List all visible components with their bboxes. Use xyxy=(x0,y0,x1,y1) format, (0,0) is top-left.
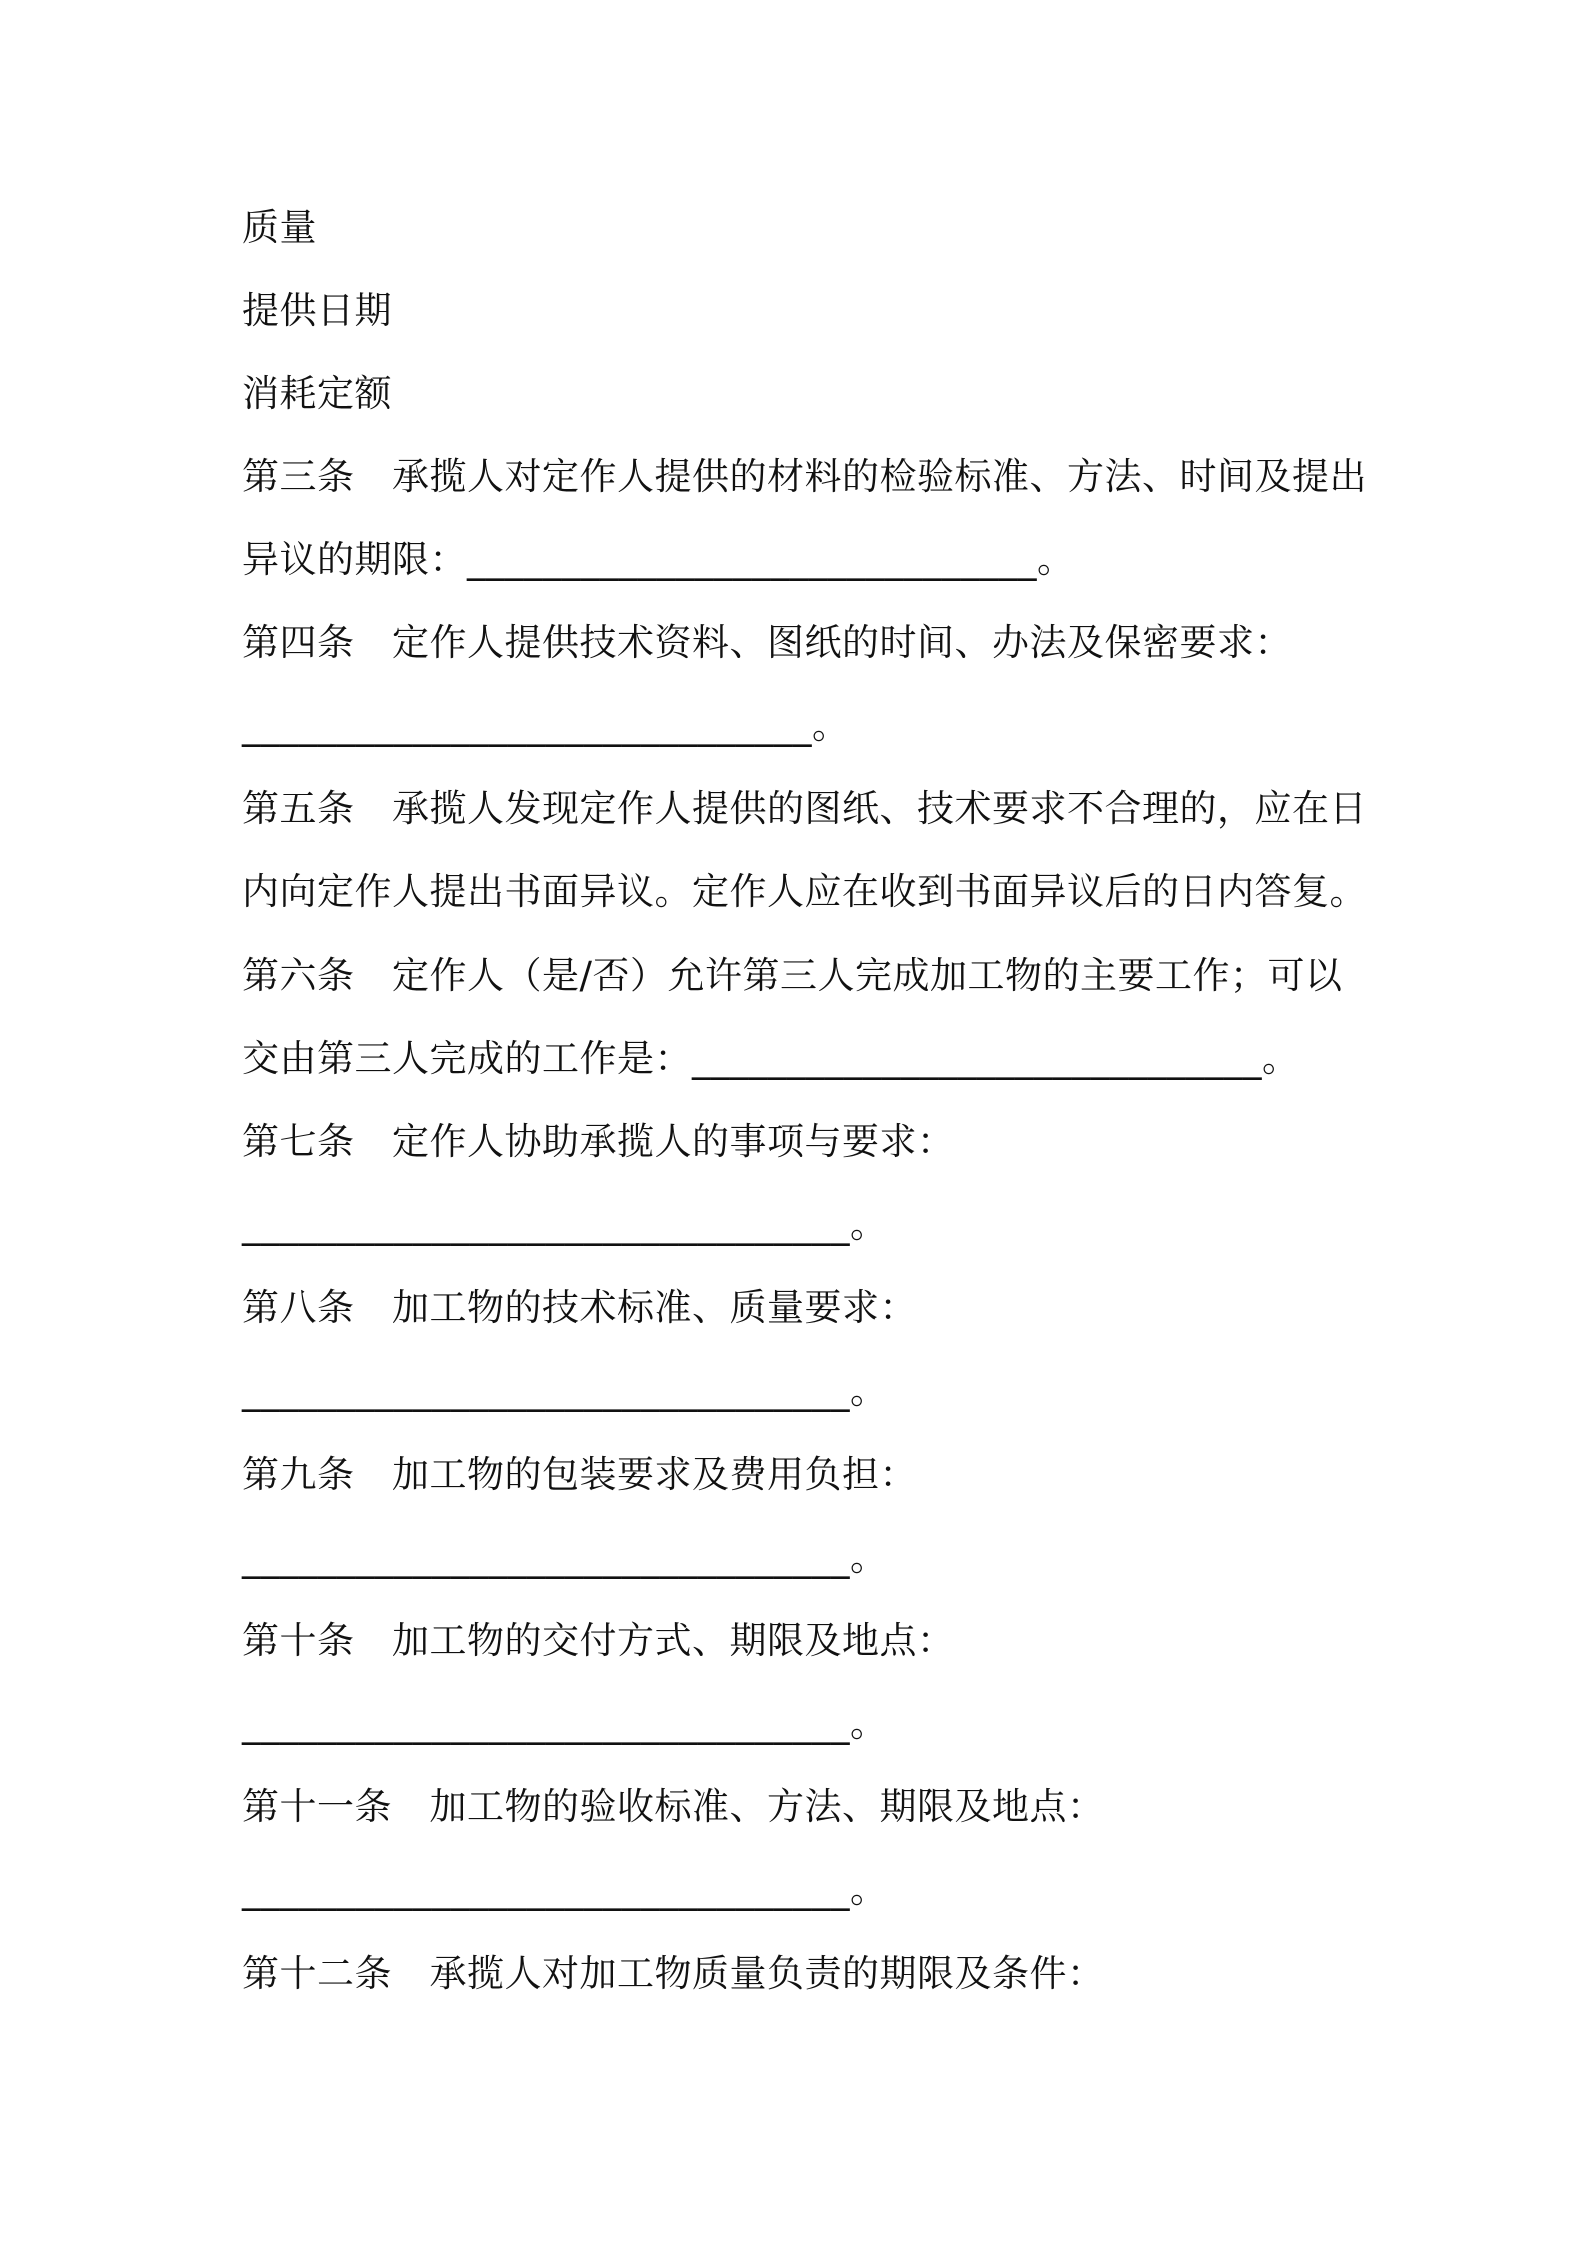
article-8-line-1: 第八条 加工物的技术标准、质量要求： xyxy=(242,1286,917,1329)
article-6-line-2: 交由第三人完成的工作是：______________________________。 xyxy=(242,1037,1300,1080)
article-9-blank-line: ________________________________。 xyxy=(242,1536,888,1579)
article-3-line-2: 异议的期限：______________________________。 xyxy=(242,538,1075,581)
text-line-quality: 质量 xyxy=(242,206,317,249)
article-5-line-2: 内向定作人提出书面异议。定作人应在收到书面异议后的日内答复。 xyxy=(242,870,1367,913)
article-12-line-1: 第十二条 承揽人对加工物质量负责的期限及条件： xyxy=(242,1952,1105,1995)
article-4-line-1: 第四条 定作人提供技术资料、图纸的时间、办法及保密要求： xyxy=(242,621,1292,664)
text-line-consumption-quota: 消耗定额 xyxy=(242,372,392,415)
article-11-blank-line: ________________________________。 xyxy=(242,1868,888,1911)
article-3-line-1: 第三条 承揽人对定作人提供的材料的检验标准、方法、时间及提出 xyxy=(242,455,1367,498)
text-line-supply-date: 提供日期 xyxy=(242,289,392,332)
article-10-blank-line: ________________________________。 xyxy=(242,1702,888,1745)
article-11-line-1: 第十一条 加工物的验收标准、方法、期限及地点： xyxy=(242,1785,1105,1828)
article-7-line-1: 第七条 定作人协助承揽人的事项与要求： xyxy=(242,1120,955,1163)
article-6-line-1: 第六条 定作人（是/否）允许第三人完成加工物的主要工作；可以 xyxy=(242,954,1343,997)
article-4-blank-line: ______________________________。 xyxy=(242,704,850,747)
article-9-line-1: 第九条 加工物的包装要求及费用负担： xyxy=(242,1453,917,1496)
article-5-line-1: 第五条 承揽人发现定作人提供的图纸、技术要求不合理的，应在日 xyxy=(242,787,1367,830)
article-8-blank-line: ________________________________。 xyxy=(242,1369,888,1412)
article-7-blank-line: ________________________________。 xyxy=(242,1203,888,1246)
article-10-line-1: 第十条 加工物的交付方式、期限及地点： xyxy=(242,1619,955,1662)
